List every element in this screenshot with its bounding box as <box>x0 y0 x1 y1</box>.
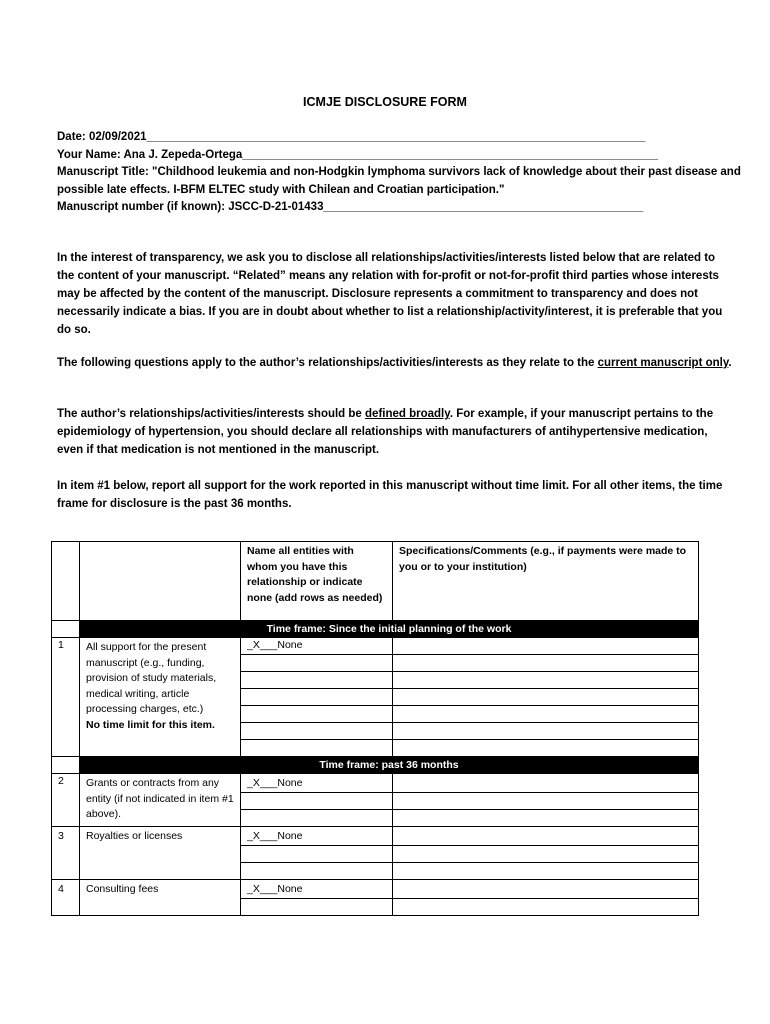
manuscript-number-field: Manuscript number (if known): JSCC-D-21-01433__________________________________________________ <box>57 201 644 213</box>
item-number: 3 <box>52 827 80 880</box>
broad-definition-paragraph: The author’s relationships/activities/interests should be defined broadly. For example, if your manuscript pertains to the epidemiology of hypertension, you should declare all relationships with manufacturers of antihypertensive medication, even if that medication is not mentioned in the manuscript. <box>57 408 714 456</box>
form-title: ICMJE DISCLOSURE FORM <box>303 95 467 109</box>
transparency-paragraph: In the interest of transparency, we ask you to disclose all relationships/activities/interests listed below that are related to the content of your manuscript. “Related” means any relation with for-profit or not-for-profit third parties whose interests may be affected by the content of the manuscript. Disclosure represents a commitment to transparency and does not necessarily indicate a bias. If you are in doubt about whether to list a relationship/activity/interest, it is preferable that you do so. <box>57 252 723 336</box>
disclosure-table <box>51 541 699 916</box>
table-row <box>52 880 699 899</box>
time-frame-band-1 <box>52 621 699 638</box>
specification-cell[interactable] <box>393 689 699 706</box>
entity-answer[interactable]: _X___None <box>241 880 393 899</box>
entity-cell[interactable] <box>241 810 393 827</box>
item-number: 4 <box>52 880 80 916</box>
item-label: Consulting fees <box>80 880 241 916</box>
entity-cell[interactable] <box>241 655 393 672</box>
entity-cell[interactable] <box>241 672 393 689</box>
item-label: Royalties or licenses <box>80 827 241 880</box>
entity-cell[interactable] <box>241 793 393 810</box>
specification-cell[interactable] <box>393 672 699 689</box>
entities-column-header: Name all entities with whom you have this relationship or indicate none (add rows as needed) <box>241 542 393 621</box>
table-header-row <box>52 542 699 621</box>
entity-cell[interactable] <box>241 706 393 723</box>
table-row <box>52 774 699 793</box>
time-frame-band-2 <box>52 757 699 774</box>
entity-cell[interactable] <box>241 863 393 880</box>
table-row <box>52 638 699 655</box>
time-frame-initial-planning: Time frame: Since the initial planning of the work <box>80 621 699 638</box>
form-header-fields <box>57 129 747 217</box>
specifications-column-header: Specifications/Comments (e.g., if payments were made to you or to your institution) <box>393 542 699 621</box>
entity-answer[interactable]: _X___None <box>241 774 393 793</box>
entity-answer[interactable]: _X___None <box>241 638 393 655</box>
entity-cell[interactable] <box>241 740 393 757</box>
manuscript-title-field: Manuscript Title: "Childhood leukemia and non-Hodgkin lymphoma survivors lack of knowledge about their past disease and possible late effects. I-BFM ELTEC study with Chilean and Croatian participation." <box>57 166 741 196</box>
specification-cell[interactable] <box>393 827 699 846</box>
defined-broadly-emphasis: defined broadly <box>365 408 450 420</box>
specification-cell[interactable] <box>393 810 699 827</box>
specification-cell[interactable] <box>393 863 699 880</box>
entity-cell[interactable] <box>241 846 393 863</box>
author-name-field: Your Name: Ana J. Zepeda-Ortega_________________________________________________________________ <box>57 148 659 161</box>
time-frame-paragraph: In item #1 below, report all support for the work reported in this manuscript without time limit. For all other items, the time frame for disclosure is the past 36 months. <box>57 480 723 510</box>
time-frame-past-36-months: Time frame: past 36 months <box>80 757 699 774</box>
table-row <box>52 827 699 846</box>
entity-cell[interactable] <box>241 723 393 740</box>
specification-cell[interactable] <box>393 774 699 793</box>
specification-cell[interactable] <box>393 638 699 655</box>
specification-cell[interactable] <box>393 846 699 863</box>
item-number: 2 <box>52 774 80 827</box>
entity-answer[interactable]: _X___None <box>241 827 393 846</box>
specification-cell[interactable] <box>393 899 699 916</box>
specification-cell[interactable] <box>393 793 699 810</box>
item-label: All support for the present manuscript (e.g., funding, provision of study materials, medical writing, article processing charges, etc.) No time limit for this item. <box>80 638 241 757</box>
specification-cell[interactable] <box>393 880 699 899</box>
entity-cell[interactable] <box>241 899 393 916</box>
scope-paragraph: The following questions apply to the author’s relationships/activities/interests as they relate to the current manuscript only. <box>57 357 732 369</box>
specification-cell[interactable] <box>393 740 699 757</box>
date-field: Date: 02/09/2021______________________________________________________________________________ <box>57 131 646 143</box>
no-time-limit-note: No time limit for this item. <box>86 718 215 731</box>
item-number: 1 <box>52 638 80 757</box>
entity-cell[interactable] <box>241 689 393 706</box>
item-label: Grants or contracts from any entity (if not indicated in item #1 above). <box>80 774 241 827</box>
specification-cell[interactable] <box>393 655 699 672</box>
specification-cell[interactable] <box>393 706 699 723</box>
current-manuscript-emphasis: current manuscript only <box>597 357 729 369</box>
specification-cell[interactable] <box>393 723 699 740</box>
